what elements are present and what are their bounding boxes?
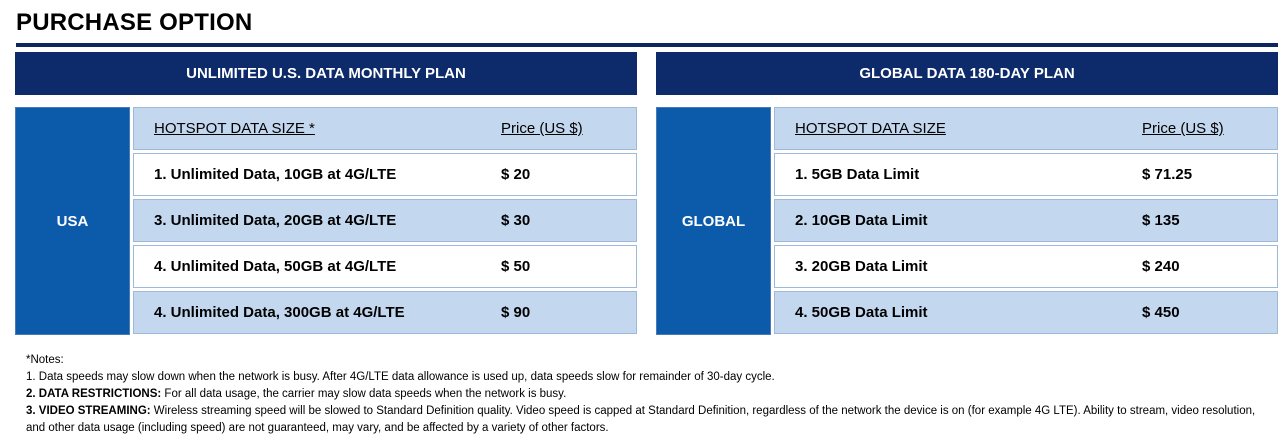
table-row [774, 291, 1278, 334]
data-size-cell: 1. Unlimited Data, 10GB at 4G/LTE [154, 166, 397, 183]
note-3-text: Wireless streaming speed will be slowed to Standard Definition quality. Video speed is capped at Standard Definition, regardless of the network the device is on (for example 4G LTE). Ability to stream, video resolution, and other data usage (including speed) are not guaranteed, may vary, and be affected by a variety of other factors. [26, 405, 1256, 434]
notes-section [26, 352, 1271, 437]
table-header-row [133, 107, 637, 150]
table-row [133, 199, 637, 242]
price-cell: $ 20 [501, 166, 531, 183]
data-size-cell: 1. 5GB Data Limit [795, 166, 920, 183]
table-header-row [774, 107, 1278, 150]
data-size-cell: 4. 50GB Data Limit [795, 304, 928, 321]
plan-body [15, 107, 637, 334]
price-table [774, 107, 1278, 337]
note-1: 1. Data speeds may slow down when the network is busy. After 4G/LTE data allowance is used up, data speeds slow for remainder of 30-day cycle. [26, 371, 775, 383]
price-cell: $ 50 [501, 258, 531, 275]
column-header-size: HOTSPOT DATA SIZE [795, 120, 946, 137]
column-header-price: Price (US $) [501, 120, 583, 137]
price-cell: $ 90 [501, 304, 531, 321]
data-size-cell: 4. Unlimited Data, 300GB at 4G/LTE [154, 304, 405, 321]
region-label: GLOBAL [656, 107, 771, 335]
note-2 [26, 386, 1271, 403]
price-cell: $ 135 [1142, 212, 1180, 229]
table-row [133, 153, 637, 196]
data-size-cell: 4. Unlimited Data, 50GB at 4G/LTE [154, 258, 397, 275]
price-cell: $ 450 [1142, 304, 1180, 321]
note-3-label: 3. VIDEO STREAMING: [26, 405, 151, 417]
page-title: PURCHASE OPTION [16, 9, 253, 36]
plan-header: GLOBAL DATA 180-DAY PLAN [656, 52, 1278, 95]
plan-unlimited-us [15, 52, 637, 334]
price-cell: $ 71.25 [1142, 166, 1193, 183]
column-header-size: HOTSPOT DATA SIZE * [154, 120, 315, 137]
price-table [133, 107, 637, 337]
table-row [133, 291, 637, 334]
plan-global [656, 52, 1278, 334]
column-header-price: Price (US $) [1142, 120, 1224, 137]
data-size-cell: 3. 20GB Data Limit [795, 258, 928, 275]
region-label: USA [15, 107, 130, 335]
plan-header: UNLIMITED U.S. DATA MONTHLY PLAN [15, 52, 637, 95]
notes-heading: *Notes: [26, 354, 64, 366]
price-cell: $ 240 [1142, 258, 1180, 275]
table-row [774, 199, 1278, 242]
data-size-cell: 2. 10GB Data Limit [795, 212, 928, 229]
plan-body [656, 107, 1278, 334]
title-divider [16, 43, 1278, 47]
data-size-cell: 3. Unlimited Data, 20GB at 4G/LTE [154, 212, 397, 229]
note-2-text: For all data usage, the carrier may slow data speeds when the network is busy. [161, 388, 567, 400]
price-cell: $ 30 [501, 212, 531, 229]
table-row [133, 245, 637, 288]
table-row [774, 245, 1278, 288]
note-3 [26, 403, 1271, 437]
table-row [774, 153, 1278, 196]
note-2-label: 2. DATA RESTRICTIONS: [26, 388, 162, 400]
